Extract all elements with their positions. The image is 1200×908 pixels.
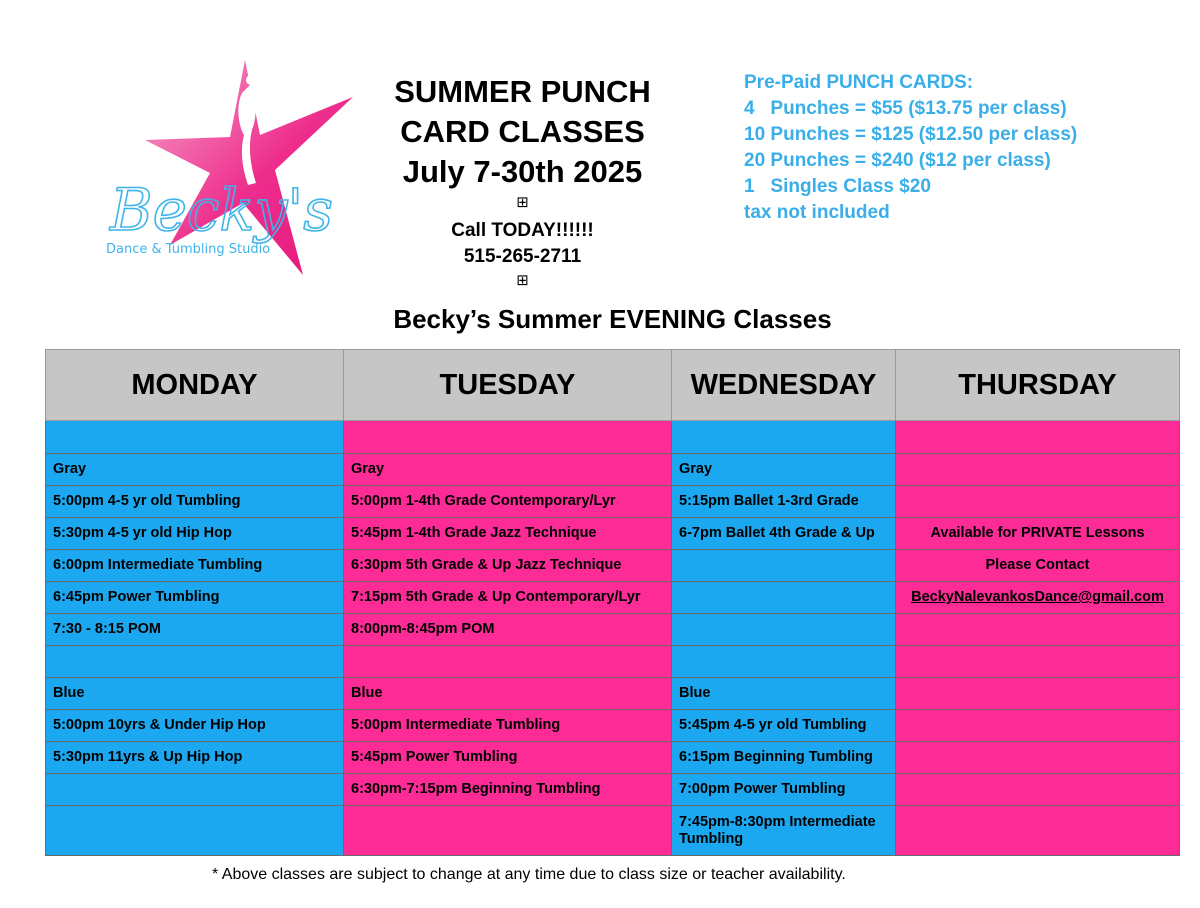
- table-row: [46, 742, 1180, 774]
- prices-heading: Pre-Paid PUNCH CARDS:: [744, 72, 974, 93]
- schedule-table: [45, 349, 1180, 856]
- schedule-cell: [344, 646, 672, 678]
- schedule-cell: 6-7pm Ballet 4th Grade & Up: [672, 518, 896, 550]
- schedule-cell: 5:30pm 4-5 yr old Hip Hop: [46, 518, 344, 550]
- footnote: * Above classes are subject to change at any time due to class size or teacher availability.: [212, 866, 846, 883]
- table-row: [46, 710, 1180, 742]
- schedule-cell: 6:30pm 5th Grade & Up Jazz Technique: [344, 550, 672, 582]
- schedule-cell: 7:15pm 5th Grade & Up Contemporary/Lyr: [344, 582, 672, 614]
- header-block: [360, 72, 685, 290]
- schedule-cell: 7:45pm-8:30pm Intermediate Tumbling: [672, 806, 896, 856]
- schedule-cell: 5:45pm Power Tumbling: [344, 742, 672, 774]
- schedule-cell: [672, 582, 896, 614]
- schedule-cell: 6:45pm Power Tumbling: [46, 582, 344, 614]
- schedule-cell: [896, 678, 1180, 710]
- price-line: tax not included: [744, 202, 890, 223]
- header-row: [46, 350, 1180, 421]
- logo-tagline: Dance & Tumbling Studio: [106, 242, 271, 257]
- schedule-cell: [672, 421, 896, 454]
- title-line: CARD CLASSES: [400, 114, 645, 149]
- price-line: 1 Singles Class $20: [744, 176, 931, 197]
- schedule-cell: [672, 614, 896, 646]
- schedule-cell: Available for PRIVATE Lessons: [896, 518, 1180, 550]
- schedule-cell: Gray: [344, 454, 672, 486]
- boxed-plus-icon: ⊞: [516, 271, 529, 289]
- schedule-cell: 5:00pm 1-4th Grade Contemporary/Lyr: [344, 486, 672, 518]
- schedule-cell: [344, 421, 672, 454]
- schedule-cell: [46, 421, 344, 454]
- punch-card-prices: [744, 70, 1077, 226]
- table-row: [46, 646, 1180, 678]
- day-header-monday: MONDAY: [46, 350, 344, 421]
- schedule-cell: 5:30pm 11yrs & Up Hip Hop: [46, 742, 344, 774]
- contact-email-link[interactable]: BeckyNalevankosDance@gmail.com: [896, 582, 1180, 614]
- call-today: Call TODAY!!!!!!: [451, 220, 594, 241]
- schedule-cell: [46, 774, 344, 806]
- price-line: 20 Punches = $240 ($12 per class): [744, 150, 1051, 171]
- schedule-cell: Blue: [344, 678, 672, 710]
- table-row: [46, 421, 1180, 454]
- schedule-cell: 6:30pm-7:15pm Beginning Tumbling: [344, 774, 672, 806]
- table-row: [46, 486, 1180, 518]
- title-line: July 7-30th 2025: [402, 154, 643, 189]
- schedule-cell: [672, 550, 896, 582]
- title-line: SUMMER PUNCH: [394, 74, 651, 109]
- schedule-cell: 6:00pm Intermediate Tumbling: [46, 550, 344, 582]
- schedule-cell: Gray: [46, 454, 344, 486]
- schedule-subtitle: Becky’s Summer EVENING Classes: [393, 304, 832, 334]
- schedule-cell: [896, 454, 1180, 486]
- day-header-wednesday: WEDNESDAY: [672, 350, 896, 421]
- schedule-cell: 7:30 - 8:15 POM: [46, 614, 344, 646]
- schedule-cell: Gray: [672, 454, 896, 486]
- schedule-cell: [896, 710, 1180, 742]
- logo-brand: Becky's: [110, 176, 334, 244]
- schedule-cell: 5:00pm 4-5 yr old Tumbling: [46, 486, 344, 518]
- table-row: [46, 806, 1180, 856]
- day-header-thursday: THURSDAY: [896, 350, 1180, 421]
- schedule-cell: 5:00pm 10yrs & Under Hip Hop: [46, 710, 344, 742]
- schedule-cell: Blue: [46, 678, 344, 710]
- schedule-cell: 7:00pm Power Tumbling: [672, 774, 896, 806]
- price-line: 10 Punches = $125 ($12.50 per class): [744, 124, 1078, 145]
- phone-number: 515-265-2711: [463, 246, 582, 267]
- schedule-cell: [46, 646, 344, 678]
- table-row: [46, 678, 1180, 710]
- schedule-cell: Please Contact: [896, 550, 1180, 582]
- table-row: [46, 454, 1180, 486]
- schedule-cell: [896, 806, 1180, 856]
- table-row: [46, 550, 1180, 582]
- table-row: [46, 582, 1180, 614]
- schedule-cell: 5:45pm 4-5 yr old Tumbling: [672, 710, 896, 742]
- schedule-cell: 5:15pm Ballet 1-3rd Grade: [672, 486, 896, 518]
- becky-studio-logo: [100, 55, 360, 280]
- price-line: 4 Punches = $55 ($13.75 per class): [744, 98, 1067, 119]
- schedule-cell: [896, 774, 1180, 806]
- day-header-tuesday: TUESDAY: [344, 350, 672, 421]
- schedule-cell: [896, 486, 1180, 518]
- schedule-cell: Blue: [672, 678, 896, 710]
- schedule-cell: [896, 742, 1180, 774]
- table-row: [46, 774, 1180, 806]
- schedule-cell: [896, 614, 1180, 646]
- schedule-cell: 5:00pm Intermediate Tumbling: [344, 710, 672, 742]
- boxed-plus-icon: ⊞: [516, 193, 529, 211]
- schedule-cell: [896, 646, 1180, 678]
- schedule-cell: 5:45pm 1-4th Grade Jazz Technique: [344, 518, 672, 550]
- schedule-cell: 8:00pm-8:45pm POM: [344, 614, 672, 646]
- schedule-cell: [46, 806, 344, 856]
- schedule-cell: [344, 806, 672, 856]
- table-row: [46, 518, 1180, 550]
- schedule-cell: [896, 421, 1180, 454]
- table-row: [46, 614, 1180, 646]
- schedule-cell: [672, 646, 896, 678]
- schedule-cell: 6:15pm Beginning Tumbling: [672, 742, 896, 774]
